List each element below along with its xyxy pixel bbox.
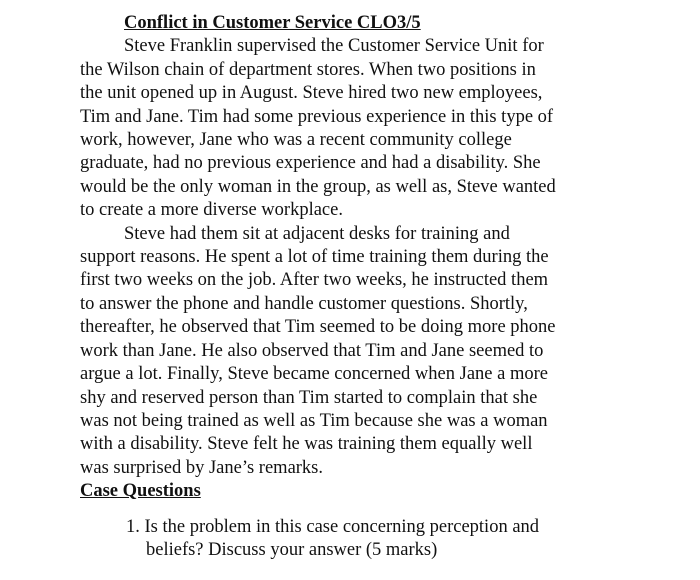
question-line: beliefs? Discuss your answer (5 marks)	[146, 539, 438, 560]
paragraph-line: was surprised by Jane’s remarks.	[80, 457, 324, 478]
case-questions-heading: Case Questions	[80, 481, 201, 502]
spacer	[80, 504, 620, 516]
document-title: Conflict in Customer Service CLO3/5	[124, 13, 421, 33]
question-item	[80, 516, 620, 563]
paragraph-1	[80, 35, 620, 222]
question-line: 1. Is the problem in this case concerning perception and	[126, 516, 540, 537]
paragraph-line: Steve Franklin supervised the Customer Service Unit for	[124, 36, 544, 57]
paragraph-line: argue a lot. Finally, Steve became concerned when Jane a more	[80, 364, 548, 385]
paragraph-line: to answer the phone and handle customer questions. Shortly,	[80, 293, 528, 314]
paragraph-line: Steve had them sit at adjacent desks for training and	[124, 223, 510, 244]
paragraph-line: with a disability. Steve felt he was training them equally well	[80, 434, 533, 455]
paragraph-line: to create a more diverse workplace.	[80, 200, 343, 221]
paragraph-line: support reasons. He spent a lot of time training them during the	[80, 247, 549, 268]
paragraph-line: graduate, had no previous experience and had a disability. She	[80, 153, 541, 174]
paragraph-line: would be the only woman in the group, as well as, Steve wanted	[80, 176, 556, 197]
paragraph-line: first two weeks on the job. After two weeks, he instructed them	[80, 270, 549, 291]
paragraph-line: thereafter, he observed that Tim seemed to be doing more phone	[80, 317, 556, 338]
paragraph-line: shy and reserved person than Tim started to complain that she	[80, 387, 538, 408]
paragraph-line: was not being trained as well as Tim because she was a woman	[80, 410, 548, 431]
document	[80, 12, 620, 562]
paragraph-line: Tim and Jane. Tim had some previous experience in this type of	[80, 106, 554, 127]
paragraph-line: work than Jane. He also observed that Tim and Jane seemed to	[80, 340, 544, 361]
question-list	[80, 516, 620, 563]
paragraph-line: the unit opened up in August. Steve hired two new employees,	[80, 83, 543, 104]
paragraph-2	[80, 223, 620, 480]
paragraph-line: work, however, Jane who was a recent community college	[80, 130, 512, 151]
paragraph-line: the Wilson chain of department stores. When two positions in	[80, 59, 536, 80]
